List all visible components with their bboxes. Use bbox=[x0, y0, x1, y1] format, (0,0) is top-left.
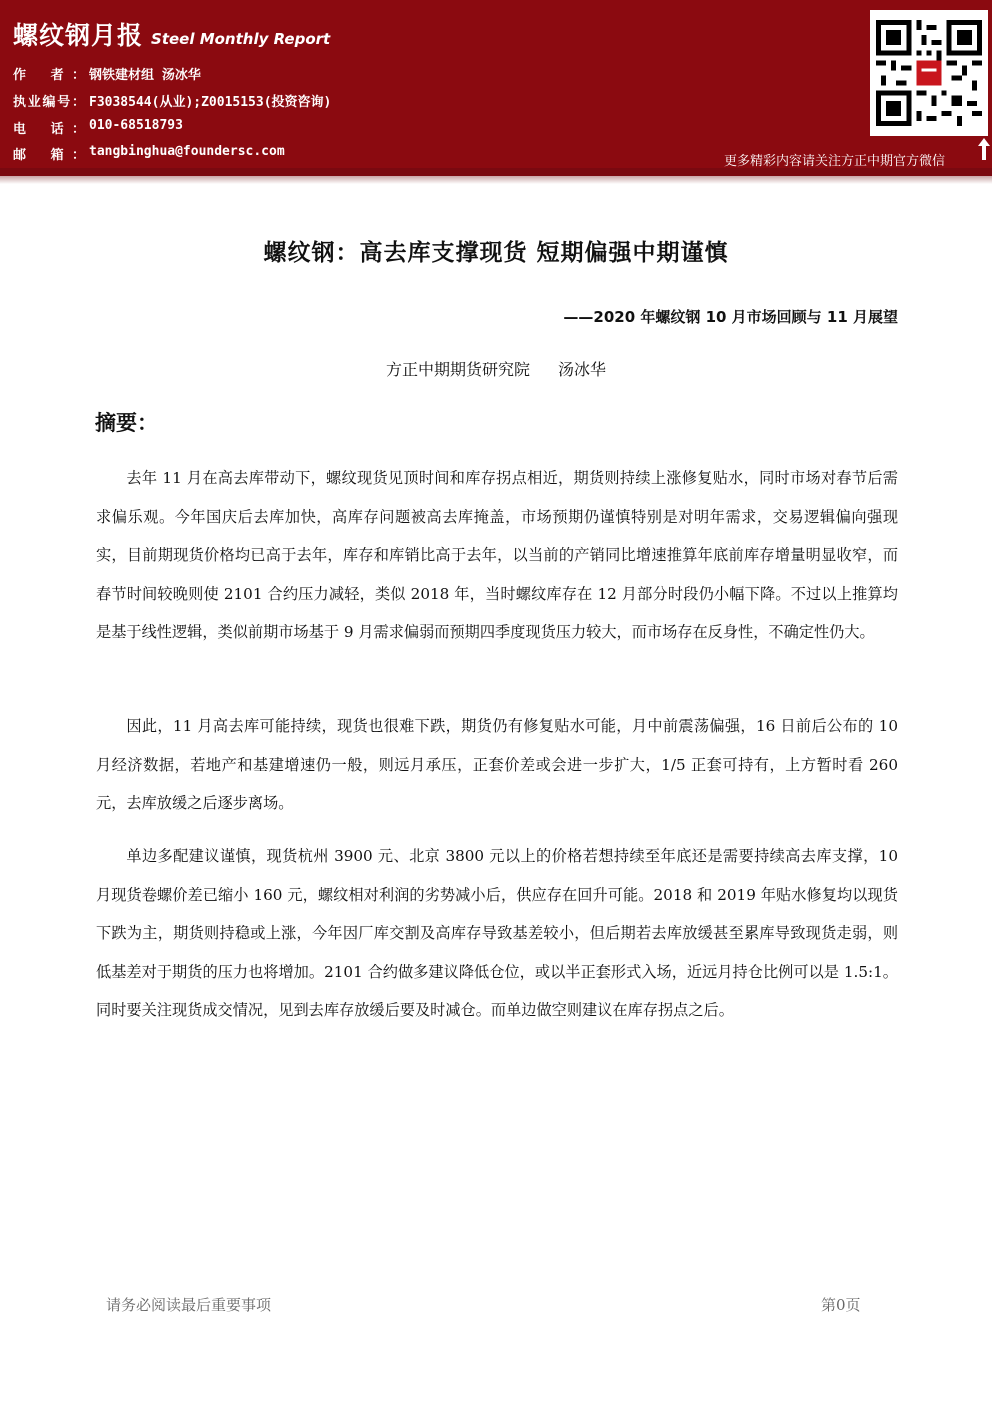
license-label: 执业编号： bbox=[13, 95, 85, 110]
byline-org: 方正中期期货研究院 bbox=[385, 360, 530, 379]
author-row bbox=[13, 64, 201, 83]
license-value: F3038544(从业);Z0015153(投资咨询) bbox=[89, 95, 332, 110]
abstract-paragraph: 单边多配建议谨慎，现货杭州 3900 元、北京 3800 元以上的价格若想持续至年底还是需要持续高去库支撑，10 月现货卷螺价差已缩小 160 元，螺纹相对利润的劣势减小后，供应存在回升可能。2018 和 2019 年贴水修复均以现货下跌为主，期货则持稳或上涨，今年因厂库交割及高库存导致基差较小，但后期若去库放缓甚至累库导致现货走弱，则低基差对于期货的压力也将增加。2101 合约做多建议降低仓位，或以半正套形式入场，近远月持仓比例可以是 1.5:1。同时要关注现货成交情况，见到去库存放缓后要及时减仓。而单边做空则建议在库存拐点之后。 bbox=[96, 847, 898, 1020]
brand-title-en: Steel Monthly Report bbox=[151, 30, 331, 48]
abstract-paragraph: 因此，11 月高去库可能持续，现货也很难下跌，期货仍有修复贴水可能，月中前震荡偏强，16 日前后公布的 10 月经济数据，若地产和基建增速仍一般，则远月承压，正套价差或会进一步扩大，1/5 正套可持有，上方暂时看 260 元，去库放缓之后逐步离场。 bbox=[96, 717, 898, 813]
email-value[interactable]: tangbinghua@foundersc.com bbox=[89, 144, 285, 159]
abstract-paragraph: 去年 11 月在高去库带动下，螺纹现货见顶时间和库存拐点相近，期货则持续上涨修复贴水，同时市场对春节后需求偏乐观。今年国庆后去库加快，高库存问题被高去库掩盖，市场预期仍谨慎特别是对明年需求，交易逻辑偏向强现实，目前期现货价格均已高于去年，库存和库销比高于去年，以当前的产销同比增速推算年底前库存增量明显收窄，而春节时间较晚则使 2101 合约压力减轻，类似 2018 年，当时螺纹库存在 12 月部分时段仍小幅下降。不过以上推算均是基于线性逻辑，类似前期市场基于 9 月需求偏弱而预期四季度现货压力较大，而市场存在反身性，不确定性仍大。 bbox=[96, 469, 898, 642]
document-subtitle: ——2020 年螺纹钢 10 月市场回顾与 11 月展望 bbox=[563, 308, 898, 326]
byline bbox=[0, 357, 992, 380]
phone-value: 010-68518793 bbox=[89, 118, 183, 133]
phone-label: 电 话： bbox=[13, 122, 85, 137]
phone-row bbox=[13, 118, 183, 137]
follow-wechat-text: 更多精彩内容请关注方正中期官方微信 bbox=[724, 154, 946, 169]
byline-author: 汤冰华 bbox=[558, 360, 607, 379]
author-label: 作 者： bbox=[13, 68, 85, 83]
qr-code-graphic bbox=[876, 16, 982, 130]
report-brand bbox=[13, 16, 330, 52]
author-value: 钢铁建材组 汤冰华 bbox=[89, 68, 201, 83]
page-number: 第0页 bbox=[821, 1296, 861, 1314]
abstract-heading: 摘要： bbox=[95, 411, 158, 435]
brand-title-cn: 螺纹钢月报 bbox=[13, 21, 144, 50]
footer-notice: 请务必阅读最后重要事项 bbox=[106, 1296, 272, 1314]
header-divider bbox=[0, 168, 992, 176]
qr-code-icon[interactable] bbox=[870, 10, 988, 136]
license-row bbox=[13, 91, 331, 110]
arrow-up-icon bbox=[978, 138, 990, 160]
email-label: 邮 箱： bbox=[13, 148, 85, 163]
header-shadow bbox=[0, 176, 992, 184]
email-row bbox=[13, 144, 285, 163]
document-title: 螺纹钢：高去库支撑现货 短期偏强中期谨慎 bbox=[263, 240, 729, 266]
